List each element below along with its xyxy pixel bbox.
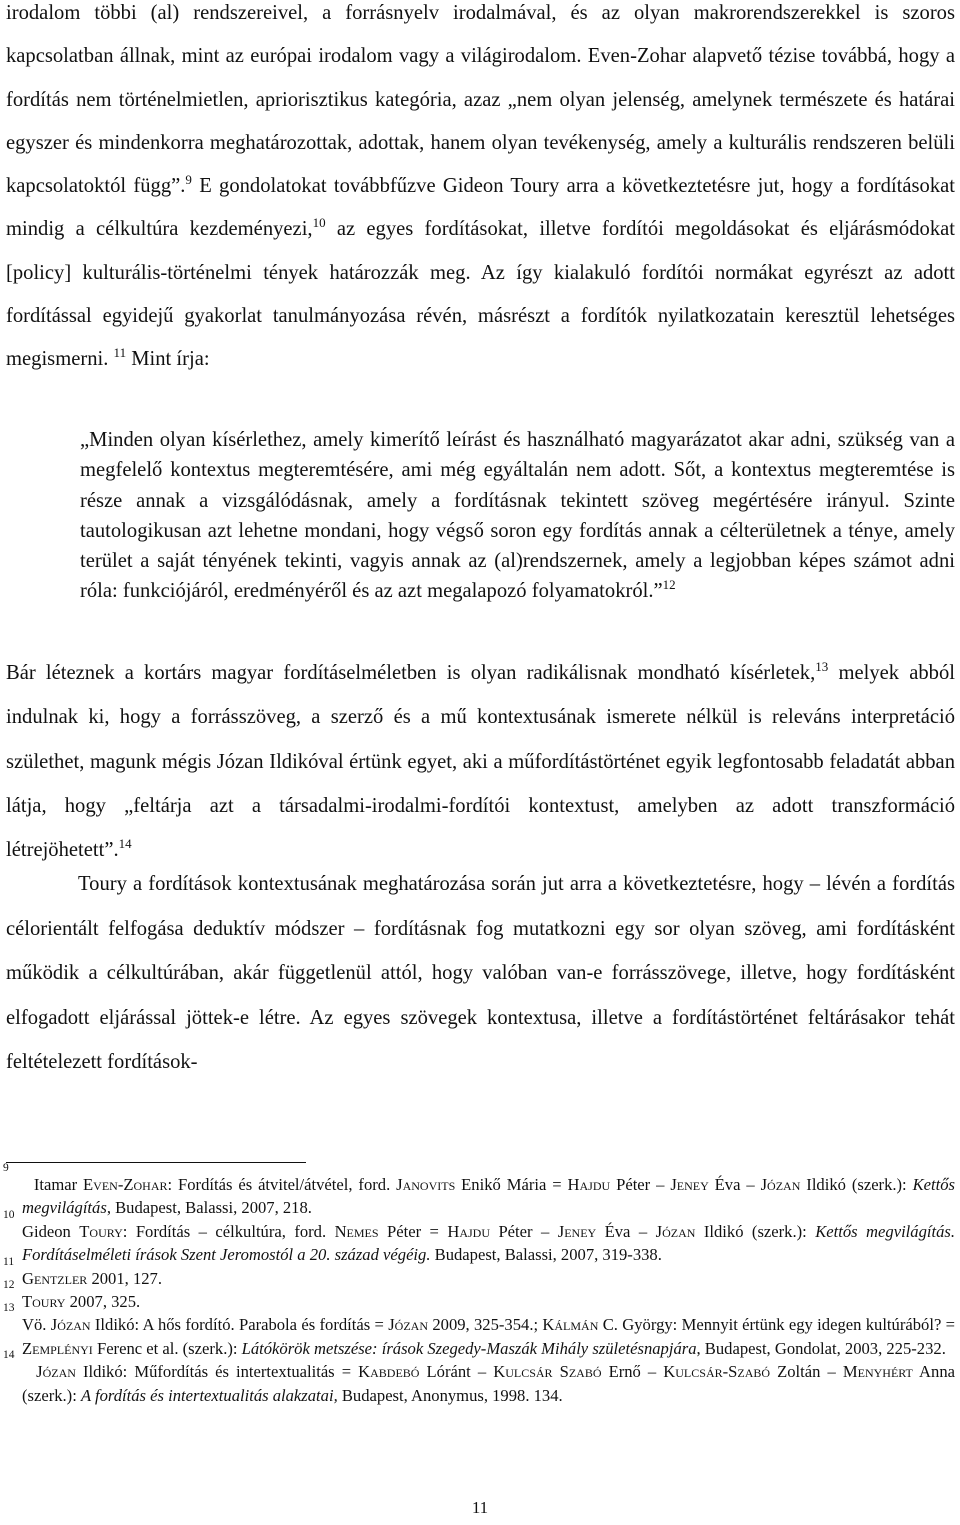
paragraph-1: [6, 0, 955, 382]
fn-text: : Fordítás és átvitel/átvétel, ford.: [167, 1175, 397, 1194]
paragraph-2: [6, 651, 955, 872]
fn-text: C. György: Mennyit értünk egy idegen kultúrából? =: [598, 1315, 955, 1335]
fn-author: Kulcsár Szabó: [493, 1362, 602, 1382]
fn-text: Enikő Mária =: [455, 1175, 568, 1194]
fn-author: Józan: [760, 1175, 801, 1194]
fn-author: Jeney: [557, 1221, 597, 1241]
fn-text: Péter –: [610, 1175, 671, 1194]
fn-text: Péter =: [378, 1221, 448, 1241]
fn-text: Itamar: [33, 1175, 84, 1194]
fn-author: Gentzler: [22, 1268, 88, 1288]
footnote-13: 13 Vö. Józan Ildikó: A hős fordító. Parabola és fordítás = Józan 2009, 325-354.; Kálmán C. György: Mennyit értünk egy idegen kultúrából? = Zemplényi Ferenc et al. (szerk.): Látókörök metszése: írások Szegedy-Maszák Mihály születésnapjára, Budapest, Gondolat, 2003, 225-232.: [3, 1302, 955, 1358]
paragraph-3: [6, 862, 955, 1085]
fn-text: Anna (szerk.):: [22, 1362, 955, 1405]
fn-text: 2009, 325-354.;: [428, 1315, 543, 1335]
fn-text: Gideon: [22, 1221, 80, 1241]
footnote-ref-14[interactable]: 14: [118, 836, 132, 852]
footnote-ref-9[interactable]: 9: [185, 172, 192, 188]
fn-text: Ferenc et al. (szerk.):: [92, 1338, 242, 1358]
fn-author: Zemplényi: [22, 1338, 93, 1358]
footnote-separator: [6, 1162, 306, 1163]
footnote-ref-13[interactable]: 13: [815, 659, 829, 675]
paragraph-1-text-d: Mint írja:: [126, 348, 210, 371]
fn-author: Toury: [22, 1292, 66, 1312]
fn-author: Józan: [50, 1315, 91, 1335]
fn-text: Vö.: [22, 1315, 51, 1335]
footnotes: [3, 1162, 956, 1407]
fn-author: Hajdu: [567, 1175, 611, 1194]
footnote-ref-12[interactable]: 12: [662, 577, 676, 593]
paragraph-2-text-b: melyek abból indulnak ki, hogy a forrásszöveg, a szerző és a mű kontextusának ismerete nélkül is releváns interpretáció születhet, magunk mégis Józan Ildikóval értünk egyet, aki a műfordítástörténet egyik legfontosabb feladatát abban látja, hogy „feltárja azt a társadalmi-irodalmi-fordítói kontextust, amelyben az adott transzformáció létrejöhetett”.: [6, 662, 955, 862]
fn-text: 2007, 325.: [65, 1292, 141, 1312]
fn-author: Józan: [655, 1221, 696, 1241]
fn-text: Ildikó (szerk.):: [695, 1221, 816, 1241]
fn-text: Ildikó: A hős fordító. Parabola és fordítás =: [90, 1315, 389, 1335]
fn-author: Nemes: [334, 1221, 379, 1241]
footnote-11: 11 Gentzler 2001, 127.: [3, 1255, 162, 1288]
fn-text: Budapest, Anonymus, 1998. 134.: [337, 1385, 563, 1405]
fn-text: Zoltán –: [770, 1362, 843, 1382]
fn-text: Ildikó (szerk.):: [800, 1175, 913, 1194]
fn-author: Kulcsár-Szabó: [663, 1362, 771, 1382]
footnote-12: 12 Toury 2007, 325.: [3, 1279, 141, 1312]
fn-text: 2001, 127.: [87, 1268, 162, 1288]
fn-author: Kabdebó: [358, 1362, 420, 1382]
fn-text: Lóránt –: [419, 1362, 494, 1382]
fn-author: Janovits: [396, 1175, 456, 1194]
paragraph-1-text-b: E gondolatokat továbbfűzve Gideon Toury arra a következtetésre jut, hogy a fordításokat mindig a célkultúra kezdeményezi,: [6, 175, 956, 241]
page-number: 11: [471, 1498, 489, 1517]
footnote-14: 14 Józan Ildikó: Műfordítás és intertextualitás = Kabdebó Lóránt – Kulcsár Szabó Ernő – Kulcsár-Szabó Zoltán – Menyhért Anna (szerk.): A fordítás és intertextualitás alakzatai, Budapest, Anonymus, 1998. 134.: [3, 1349, 955, 1405]
fn-author: Hajdu: [447, 1221, 491, 1241]
fn-text: Péter –: [490, 1221, 558, 1241]
fn-title: Kettős megvilágítás: [22, 1175, 956, 1218]
paragraph-1-text-a: irodalom többi (al) rendszereivel, a forrásnyelv irodalmával, és az olyan makrorendszerekkel is szoros kapcsolatban állnak, mint az európai irodalom vagy a világirodalom. Even-Zohar alapvető tézise továbbá, hogy a fordítás nem történelmietlen, apriorisztikus kategória, azaz „nem olyan jelenség, amelynek természete és határai egyszer és mindenkorra meghatározottak, adottak, hanem olyan tevékenység, amely a kulturális rendszeren belüli kapcsolatoktól függ”.: [6, 2, 955, 198]
paragraph-1-text-c: az egyes fordításokat, illetve fordítói megoldásokat és eljárásmódokat [policy] kulturális-történelmi tények határozzák meg. Az így kialakuló fordítói normákat egyrészt az adott fordítással egyidejű gyakorlat tanulmányozása révén, másrészt a fordítók nyilatkozatain keresztül lehetséges megismerni.: [6, 218, 955, 371]
footnote-ref-11[interactable]: 11: [113, 345, 127, 361]
fn-text: , Budapest, Balassi, 2007, 218.: [106, 1198, 312, 1218]
fn-text: , Budapest, Gondolat, 2003, 225-232.: [696, 1338, 946, 1358]
fn-author: Józan: [388, 1315, 429, 1335]
block-quote-text: „Minden olyan kísérlethez, amely kimerítő leírást és használható magyarázatot akar adni, szükség van a megfelelő kontextus megteremtésére, ami még egyáltalán nem adott. Sőt, a kontextus megteremtése is része annak a vizsgálódásnak, amely a fordításnak tekintett szöveg megértésére irányul. Szinte tautologikusan azt lehetne mondani, hogy végső soron egy fordítás annak a célterületnek a ténye, amely terület a saját tényének tekinti, vagyis annak az (al)rendszernek, amely a legjobban képes számot adni róla: funkciójáról, eredményéről és az azt megalapozó folyamatokról.”: [80, 429, 955, 603]
fn-text: Budapest, Balassi, 2007, 319-338.: [430, 1245, 662, 1265]
fn-text: Éva –: [596, 1221, 656, 1241]
fn-author: Toury: [79, 1221, 123, 1241]
fn-text: Ernő –: [601, 1362, 664, 1382]
fn-author: Menyhért: [842, 1362, 913, 1382]
fn-author: Kálmán: [542, 1315, 599, 1335]
footnote-ref-10[interactable]: 10: [312, 215, 326, 231]
footnote-10: 10 Gideon Toury: Fordítás – célkultúra, ford. Nemes Péter = Hajdu Péter – Jeney Éva – Józan Ildikó (szerk.): Kettős megvilágítás. Fordításelméleti írások Szent Jeromostól a 20. század végéig. Budapest, Balassi, 2007, 319-338.: [3, 1208, 956, 1265]
footnote-9: 9 Itamar Even-Zohar: Fordítás és átvitel/átvétel, ford. Janovits Enikő Mária = Hajdu Péter – Jeney Éva – Józan Ildikó (szerk.): Kettős megvilágítás, Budapest, Balassi, 2007, 218.: [3, 1162, 956, 1218]
fn-author: Jeney: [670, 1175, 709, 1194]
fn-text: Éva –: [708, 1175, 761, 1194]
fn-author: Even-Zohar: [83, 1175, 168, 1194]
paragraph-2-text-a: Bár léteznek a kortárs magyar fordításelméletben is olyan radikálisnak mondható kísérletek,: [6, 662, 816, 684]
block-quote: [80, 425, 955, 607]
fn-text: : Fordítás – célkultúra, ford.: [122, 1221, 335, 1241]
fn-title: A fordítás és intertextualitás alakzatai,: [80, 1385, 338, 1405]
fn-title: Kettős megvilágítás. Fordításelméleti írások Szent Jeromostól a 20. század végéig.: [22, 1221, 956, 1265]
fn-author: Józan: [36, 1362, 76, 1382]
fn-title: Látókörök metszése: írások Szegedy-Maszák Mihály születésnapjára: [241, 1338, 697, 1358]
paragraph-3-text: Toury a fordítások kontextusának meghatározása során jut arra a következtetésre, hogy – lévén a fordítás célorientált felfogása deduktív módszer – fordításnak fog mutatkozni egy sor olyan szöveg, ami fordításként működik a célkultúrában, akár függetlenül attól, hogy valóban van-e forrásszövege, illetve, hogy fordításként elfogadott eljárással jöttek-e létre. Az egyes szövegek kontextusa, illetve a fordítástörténet feltárásakor tehát feltételezett fordítások-: [6, 873, 955, 1073]
fn-text: Ildikó: Műfordítás és intertextualitás =: [75, 1362, 359, 1382]
